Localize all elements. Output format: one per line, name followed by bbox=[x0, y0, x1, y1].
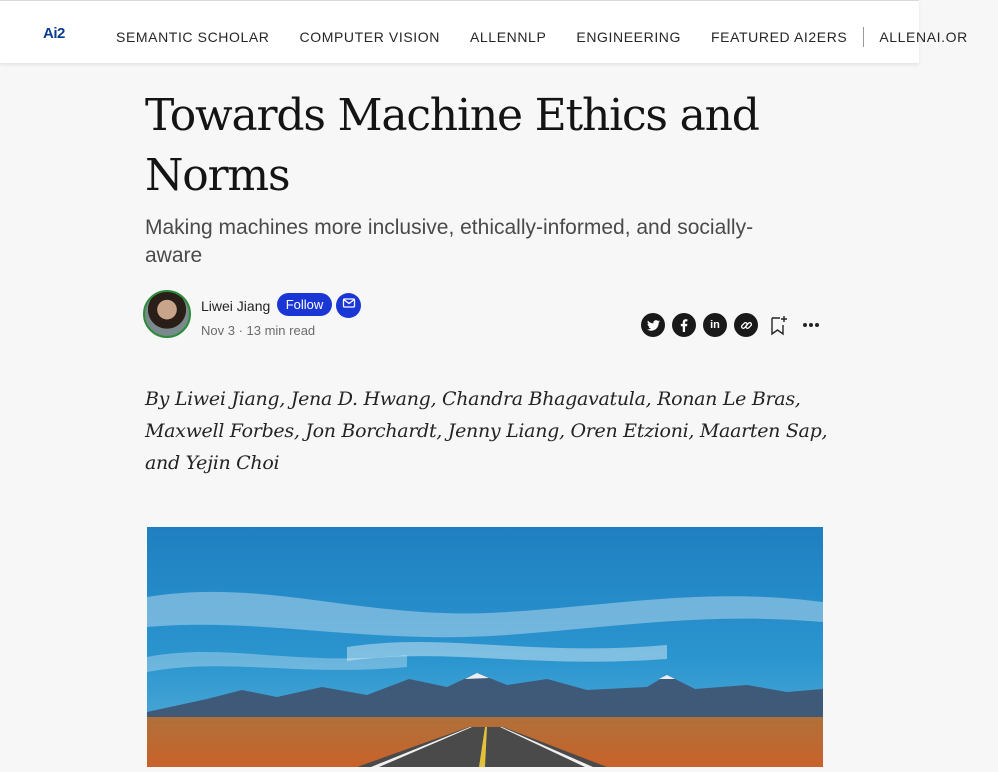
bookmark-add-icon[interactable] bbox=[767, 313, 791, 337]
more-horizontal-icon[interactable] bbox=[799, 313, 823, 337]
linkedin-icon[interactable]: in bbox=[703, 313, 727, 337]
nav-link-allenai-org[interactable]: ALLENAI.OR bbox=[879, 29, 968, 45]
link-icon[interactable] bbox=[734, 313, 758, 337]
hero-image-desert-road bbox=[147, 527, 823, 767]
nav-link-semantic-scholar[interactable]: SEMANTIC SCHOLAR bbox=[116, 29, 270, 45]
ai2-logo[interactable]: Ai2 bbox=[43, 25, 65, 42]
nav-link-allennlp[interactable]: ALLENNLP bbox=[469, 29, 547, 45]
nav-links bbox=[116, 27, 998, 47]
follow-button[interactable]: Follow bbox=[277, 293, 332, 316]
nav-link-featured-ai2ers[interactable]: FEATURED AI2ERS bbox=[711, 29, 848, 45]
nav-link-engineering[interactable]: ENGINEERING bbox=[576, 29, 682, 45]
article-meta: Nov 3 · 13 min read bbox=[201, 323, 316, 338]
twitter-icon[interactable] bbox=[641, 313, 665, 337]
nav-divider bbox=[863, 27, 864, 47]
subscribe-email-button[interactable] bbox=[336, 293, 361, 318]
article-subtitle: Making machines more inclusive, ethically-informed, and socially-aware bbox=[145, 216, 754, 267]
article-title: Towards Machine Ethics and Norms bbox=[145, 90, 759, 201]
author-name[interactable]: Liwei Jiang bbox=[201, 298, 271, 314]
nav-link-computer-vision[interactable]: COMPUTER VISION bbox=[299, 29, 440, 45]
email-subscribe-icon bbox=[342, 296, 356, 315]
facebook-icon[interactable] bbox=[672, 313, 696, 337]
share-actions bbox=[641, 313, 823, 337]
top-nav bbox=[0, 0, 968, 63]
author-avatar[interactable] bbox=[143, 290, 191, 338]
article-byline: By Liwei Jiang, Jena D. Hwang, Chandra Bhagavatula, Ronan Le Bras, Maxwell Forbes, Jon Borchardt, Jenny Liang, Oren Etzioni, Maarten Sap, and Yejin Choi bbox=[145, 388, 828, 474]
